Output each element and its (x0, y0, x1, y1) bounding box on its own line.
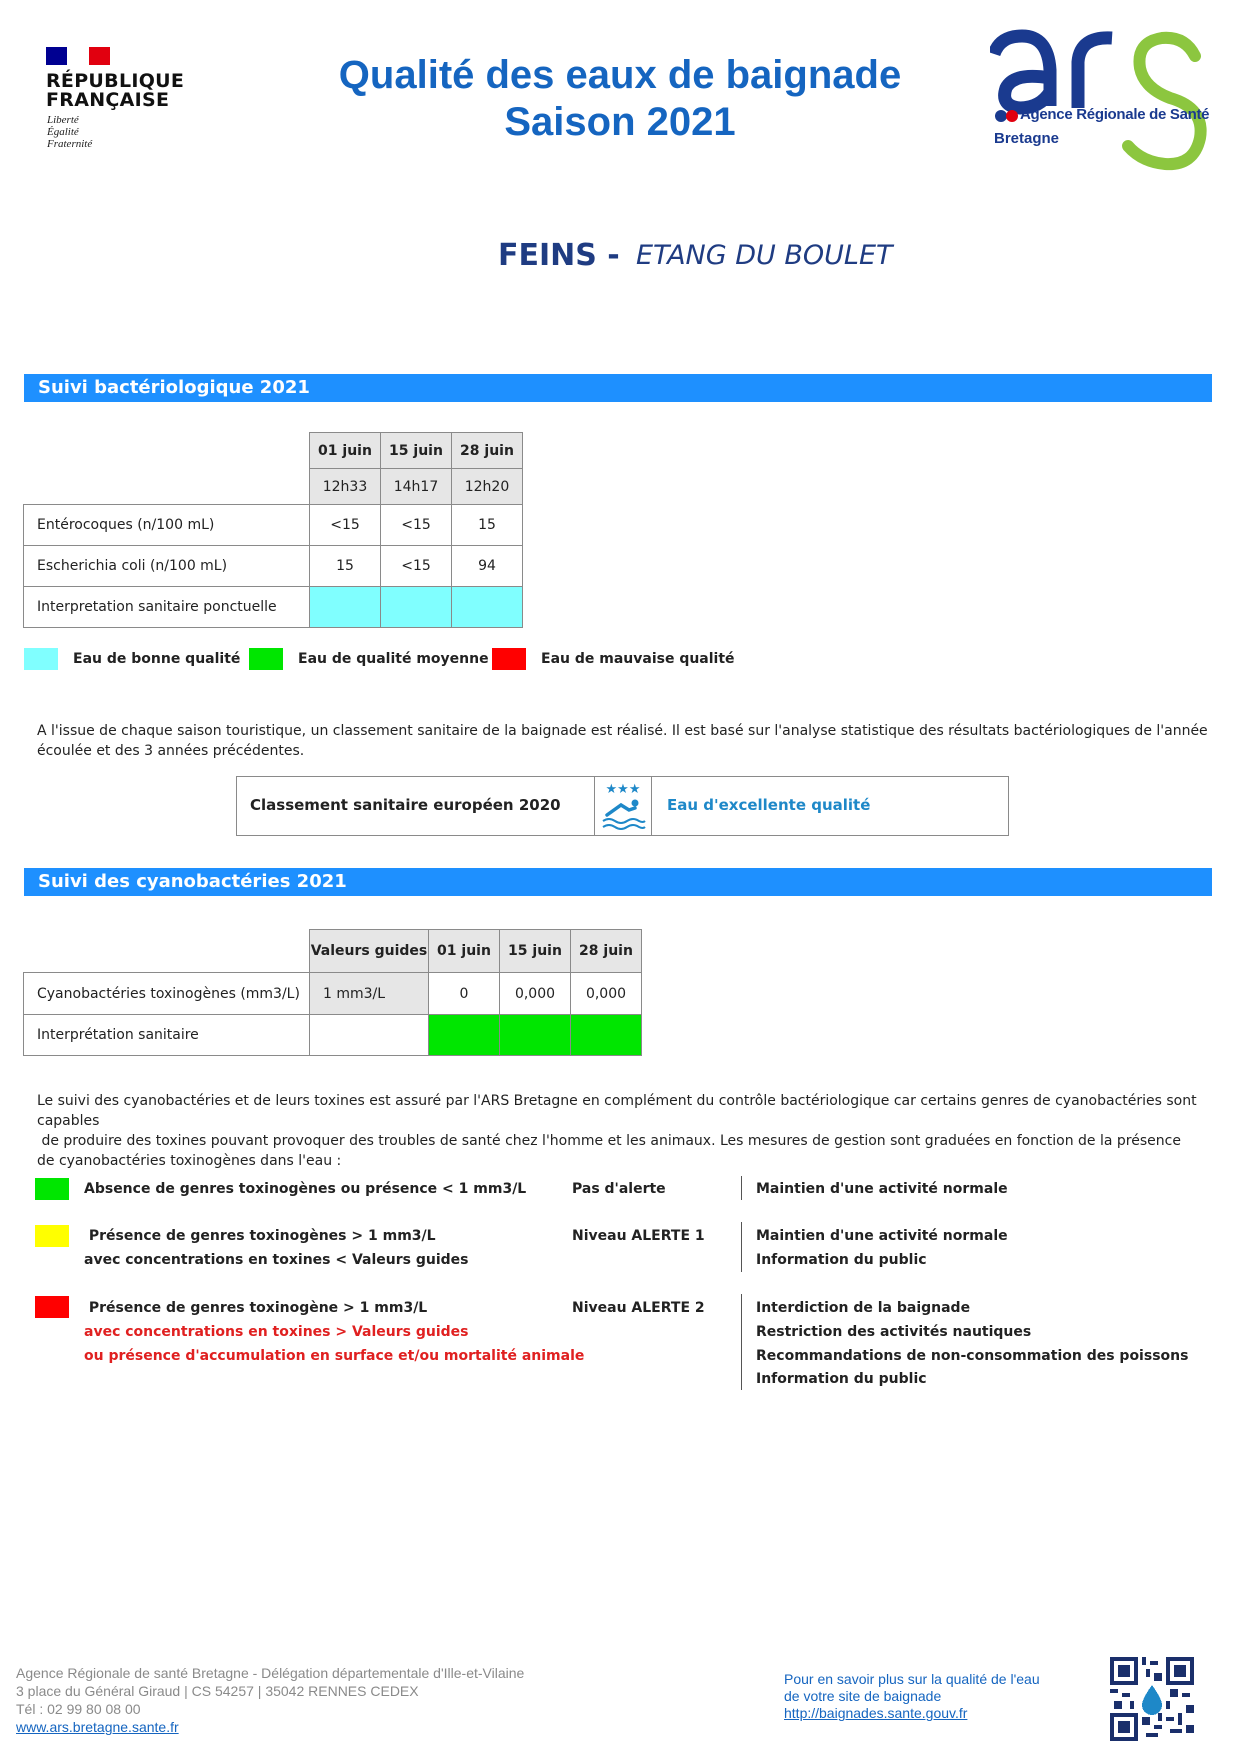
ars-bretagne-logo (990, 28, 1230, 173)
rule-level: Pas d'alerte (572, 1181, 666, 1197)
row-label: Interprétation sanitaire (24, 1015, 310, 1056)
legend-label-bad: Eau de mauvaise qualité (541, 651, 735, 667)
table-cell: 0 (429, 973, 500, 1015)
section-bacterio-header: Suivi bactériologique 2021 (24, 374, 1212, 402)
bacterio-date-header: 28 juin (452, 433, 523, 469)
table-cell: 15 (452, 505, 523, 546)
divider (741, 1222, 742, 1272)
bacterio-date-header: 01 juin (310, 433, 381, 469)
document-title: Qualité des eaux de baignade (338, 53, 902, 97)
interpretation-cell (500, 1015, 571, 1056)
cyano-date-header: 01 juin (429, 930, 500, 973)
row-label: Entérocoques (n/100 mL) (24, 505, 310, 546)
site-commune: FEINS - (498, 238, 620, 273)
rule-condition: avec concentrations en toxines < Valeurs guides (84, 1252, 469, 1268)
table-cell: 0,000 (500, 973, 571, 1015)
cyano-date-header: 28 juin (571, 930, 642, 973)
classement-box (236, 776, 1009, 836)
qr-code-icon (1110, 1657, 1194, 1741)
table-row (24, 1015, 642, 1056)
rule-level: Niveau ALERTE 1 (572, 1228, 705, 1244)
baignades-link[interactable]: http://baignades.sante.gouv.fr (784, 1705, 968, 1721)
rule-action: Maintien d'une activité normale (756, 1228, 1008, 1244)
rule-swatch-red (35, 1296, 69, 1318)
rule-action: Interdiction de la baignade (756, 1300, 971, 1316)
legend-swatch-bad (492, 648, 526, 670)
classement-intro: A l'issue de chaque saison touristique, un classement sanitaire de la baignade est réalisé. Il est basé sur l'analyse statistique des résultats bactériologiques de l'année écoulée et des 3 années précédentes. (37, 723, 1208, 759)
cyano-guide-header: Valeurs guides (310, 930, 429, 973)
row-label: Escherichia coli (n/100 mL) (24, 546, 310, 587)
season-title: Saison 2021 (504, 100, 736, 144)
interpretation-cell (452, 587, 523, 628)
table-cell (310, 1015, 429, 1056)
rule-action: Information du public (756, 1252, 927, 1268)
table-cell: <15 (381, 505, 452, 546)
rule-action: Recommandations de non-consommation des poissons (756, 1348, 1189, 1364)
divider (741, 1294, 742, 1390)
table-cell: 15 (310, 546, 381, 587)
rule-action: Maintien d'une activité normale (756, 1181, 1008, 1197)
legend-label-medium: Eau de qualité moyenne (298, 651, 489, 667)
cyano-table (23, 929, 642, 1056)
rule-condition: Présence de genres toxinogènes > 1 mm3/L (84, 1228, 436, 1244)
bacterio-time: 12h33 (310, 469, 381, 505)
rule-action: Information du public (756, 1371, 927, 1387)
divider (741, 1176, 742, 1200)
interpretation-cell (571, 1015, 642, 1056)
classement-value: Eau d'excellente qualité (667, 796, 871, 814)
rule-condition: Absence de genres toxinogènes ou présence < 1 mm3/L (84, 1181, 527, 1197)
cyano-date-header: 15 juin (500, 930, 571, 973)
swimmer-three-stars-icon (594, 777, 652, 835)
table-row (24, 546, 523, 587)
table-cell: 94 (452, 546, 523, 587)
legend-swatch-medium (249, 648, 283, 670)
table-cell: <15 (381, 546, 452, 587)
guide-value: 1 mm3/L (310, 973, 429, 1015)
table-row (24, 973, 642, 1015)
ars-region-name: Bretagne (994, 130, 1060, 147)
republic-motto: Liberté Égalité Fraternité (47, 114, 93, 150)
row-label: Cyanobactéries toxinogènes (mm3/L) (24, 973, 310, 1015)
classement-label: Classement sanitaire européen 2020 (250, 796, 561, 814)
bacterio-date-header: 15 juin (381, 433, 452, 469)
legend-label-good: Eau de bonne qualité (73, 651, 241, 667)
rule-swatch-green (35, 1178, 69, 1200)
rule-swatch-yellow (35, 1225, 69, 1247)
bacterio-time: 14h17 (381, 469, 452, 505)
rule-condition-red: ou présence d'accumulation en surface et/ou mortalité animale (84, 1348, 585, 1364)
bacterio-table (23, 432, 523, 628)
bacterio-time: 12h20 (452, 469, 523, 505)
republique-francaise-logo: RÉPUBLIQUE FRANÇAISE (46, 70, 185, 111)
footer-info: Pour en savoir plus sur la qualité de l'eau de votre site de baignade http://baignades.sante.gouv.fr (784, 1671, 1040, 1721)
interpretation-cell (381, 587, 452, 628)
cyano-intro: Le suivi des cyanobactéries et de leurs toxines est assuré par l'ARS Bretagne en complément du contrôle bactériologique car certains genres de cyanobactéries sont capables de produire des toxines pouvant provoquer des troubles de santé chez l'homme et les animaux. Les mesures de gestion sont graduées en fonction de la présence de cyanobactéries toxinogènes dans l'eau : (37, 1093, 1197, 1169)
rule-condition: Présence de genres toxinogène > 1 mm3/L (84, 1300, 428, 1316)
table-cell: <15 (310, 505, 381, 546)
footer-address: Agence Régionale de santé Bretagne - Délégation départementale d'Ille-et-Vilaine 3 place du Général Giraud | CS 54257 | 35042 RENNES CEDEX Tél : 02 99 80 08 00 www.ars.bretagne.sante.fr (16, 1665, 525, 1735)
table-cell: 0,000 (571, 973, 642, 1015)
ars-website-link[interactable]: www.ars.bretagne.sante.fr (16, 1719, 179, 1735)
table-row (24, 587, 523, 628)
interpretation-cell (310, 587, 381, 628)
interpretation-cell (429, 1015, 500, 1056)
marianne-flag-icon (46, 47, 110, 65)
ars-agency-name: Agence Régionale de Santé (1020, 106, 1210, 123)
legend-swatch-good (24, 648, 58, 670)
svg-text:★★★: ★★★ (605, 782, 641, 797)
rule-condition-red: avec concentrations en toxines > Valeurs guides (84, 1324, 469, 1340)
row-label: Interpretation sanitaire ponctuelle (24, 587, 310, 628)
rule-action: Restriction des activités nautiques (756, 1324, 1032, 1340)
table-row (24, 505, 523, 546)
rule-level: Niveau ALERTE 2 (572, 1300, 705, 1316)
site-name: ETANG DU BOULET (636, 240, 893, 271)
section-cyano-header: Suivi des cyanobactéries 2021 (24, 868, 1212, 896)
